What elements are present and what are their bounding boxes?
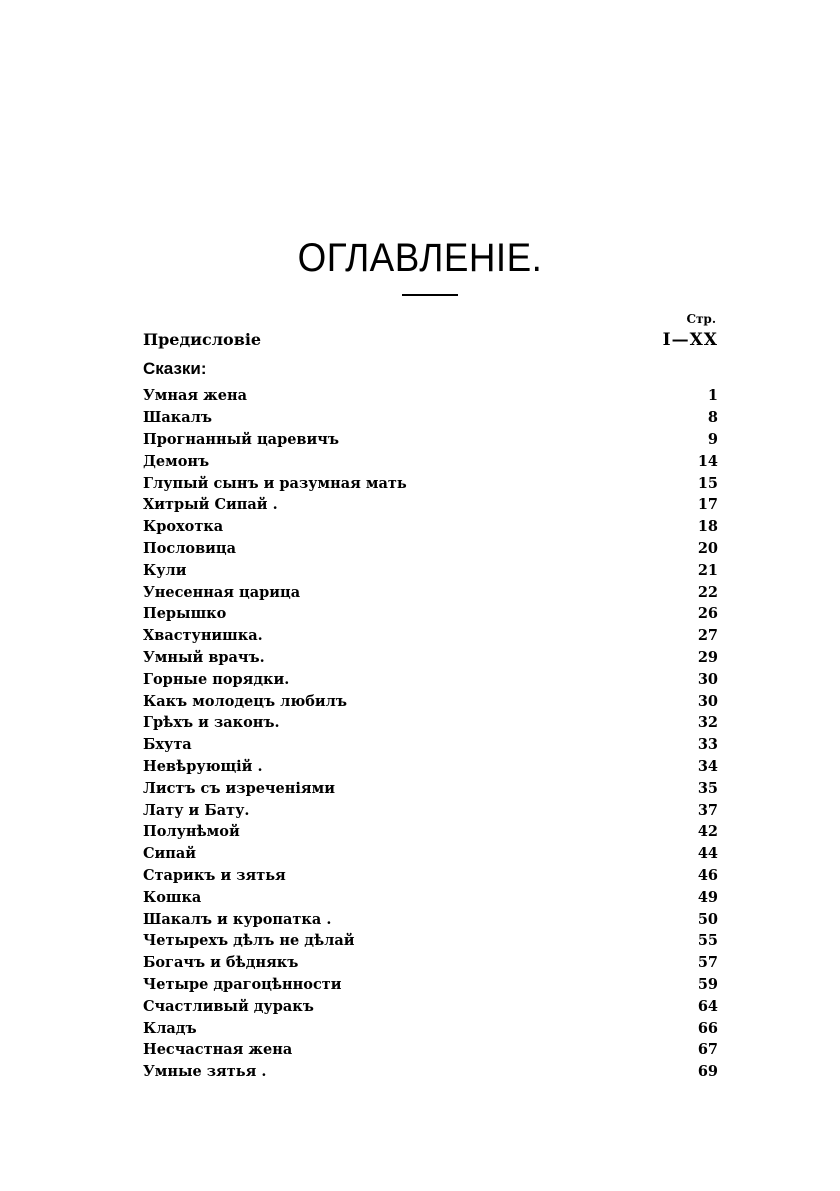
toc-entry-page: 26 [697, 605, 718, 623]
toc-entry [143, 886, 718, 908]
toc-entry [143, 799, 718, 821]
toc-entry-page: 15 [697, 474, 718, 492]
toc-entry-page: 44 [697, 845, 718, 863]
toc-entry [143, 690, 718, 712]
toc-entry [143, 952, 718, 974]
title-divider [402, 294, 458, 296]
toc-entry [143, 865, 718, 887]
toc-entry-title: Старикъ и зятья [143, 866, 286, 884]
toc-entry [143, 1061, 718, 1083]
toc-entry-page: 57 [697, 954, 718, 972]
toc-entry-page: 33 [697, 736, 718, 754]
toc-entry [143, 494, 718, 516]
toc-entry-title: Кошка [143, 888, 202, 906]
toc-entry [143, 1039, 718, 1061]
page-title: ОГЛАВЛЕНІЕ. [297, 236, 543, 280]
toc-entry-title: Листъ съ изреченіями [143, 779, 335, 797]
toc-entry [143, 777, 718, 799]
preface-row [143, 330, 718, 354]
toc-entry-title: Перышко [143, 605, 227, 623]
preface-label: Предисловіе [143, 330, 262, 349]
toc-entry-title: Богачъ и бѣднякъ [143, 954, 299, 972]
toc-entry-title: Умная жена [143, 387, 248, 405]
toc-entry [143, 756, 718, 778]
toc-entry-page: 64 [697, 997, 718, 1015]
toc-entry-title: Четырехъ дѣлъ не дѣлай [143, 932, 355, 950]
toc-entry-title: Кладъ [143, 1019, 197, 1037]
toc-entry-page: 49 [697, 888, 718, 906]
toc-entry [143, 668, 718, 690]
toc-entry [143, 712, 718, 734]
toc-entry-title: Хитрый Сипай . [143, 496, 278, 514]
toc-entry [143, 538, 718, 560]
toc-entry-page: 18 [697, 518, 718, 536]
toc-entry-title: Демонъ [143, 452, 210, 470]
toc-entry-title: Хвастунишка. [143, 627, 263, 645]
toc-entry-title: Пословица [143, 539, 237, 557]
toc-entry-page: 17 [697, 496, 718, 514]
toc-entry-title: Унесенная царица [143, 583, 301, 601]
toc-entry [143, 603, 718, 625]
toc-entry [143, 516, 718, 538]
toc-entry-title: Горные порядки. [143, 670, 290, 688]
toc-entry-title: Бхута [143, 736, 192, 754]
toc-entry [143, 429, 718, 451]
toc-entry-page: 69 [697, 1063, 718, 1081]
toc-entry-page: 59 [697, 975, 718, 993]
toc-entry-page: 29 [697, 648, 718, 666]
toc-entry-page: 55 [697, 932, 718, 950]
toc-entry [143, 734, 718, 756]
toc-entry [143, 647, 718, 669]
toc-entry-page: 30 [697, 692, 718, 710]
toc-entry [143, 559, 718, 581]
toc-entry [143, 821, 718, 843]
toc-entry-title: Крохотка [143, 518, 224, 536]
toc-entry-title: Лату и Бату. [143, 801, 250, 819]
toc-entry-title: Четыре драгоцѣнности [143, 975, 342, 993]
toc-entry-page: 34 [697, 757, 718, 775]
toc-entry [143, 407, 718, 429]
toc-entry [143, 930, 718, 952]
toc-entry-page: 8 [707, 409, 718, 427]
preface-page: I—XX [662, 330, 718, 350]
toc-entry-page: 27 [697, 627, 718, 645]
toc-entry-page: 32 [697, 714, 718, 732]
toc-entry-title: Счастливый дуракъ [143, 997, 314, 1015]
toc-entry-title: Прогнанный царевичъ [143, 430, 339, 448]
toc-entry [143, 385, 718, 407]
toc-entry-page: 50 [697, 910, 718, 928]
toc-entry-title: Невѣрующій . [143, 757, 263, 775]
toc-entry [143, 581, 718, 603]
toc-entry-title: Шакалъ и куропатка . [143, 910, 332, 928]
toc-entry-title: Умный врачъ. [143, 648, 265, 666]
toc-entry [143, 1017, 718, 1039]
toc-entry-page: 22 [697, 583, 718, 601]
toc-entry-title: Глупый сынъ и разумная мать [143, 474, 407, 492]
toc-entry-page: 37 [697, 801, 718, 819]
toc-entry [143, 450, 718, 472]
toc-entry-page: 21 [697, 561, 718, 579]
toc-entry-page: 35 [697, 779, 718, 797]
toc-entry-page: 67 [697, 1041, 718, 1059]
toc-entry-page: 42 [697, 823, 718, 841]
toc-entry-title: Грѣхъ и законъ. [143, 714, 280, 732]
toc-entry-title: Шакалъ [143, 409, 212, 427]
section-heading: Сказки: [143, 359, 207, 378]
toc-entry-page: 66 [697, 1019, 718, 1037]
toc-entry [143, 472, 718, 494]
toc-entry [143, 908, 718, 930]
toc-entry-title: Какъ молодецъ любилъ [143, 692, 348, 710]
toc-entry [143, 625, 718, 647]
toc-entry [143, 974, 718, 996]
toc-entry-title: Несчастная жена [143, 1041, 293, 1059]
toc-entry-page: 9 [707, 430, 718, 448]
toc-entry-title: Сипай [143, 845, 197, 863]
toc-entry-title: Кули [143, 561, 187, 579]
toc-entry-page: 46 [697, 866, 718, 884]
toc-entry [143, 843, 718, 865]
toc-entry [143, 995, 718, 1017]
toc-entry-page: 1 [707, 387, 718, 405]
toc-entry-title: Полунѣмой [143, 823, 240, 841]
toc-entry-page: 20 [697, 539, 718, 557]
page-column-label: Стр. [686, 312, 716, 326]
toc-entry-page: 30 [697, 670, 718, 688]
toc-entry-page: 14 [697, 452, 718, 470]
toc-entry-title: Умные зятья . [143, 1063, 267, 1081]
toc-list [143, 385, 718, 1083]
